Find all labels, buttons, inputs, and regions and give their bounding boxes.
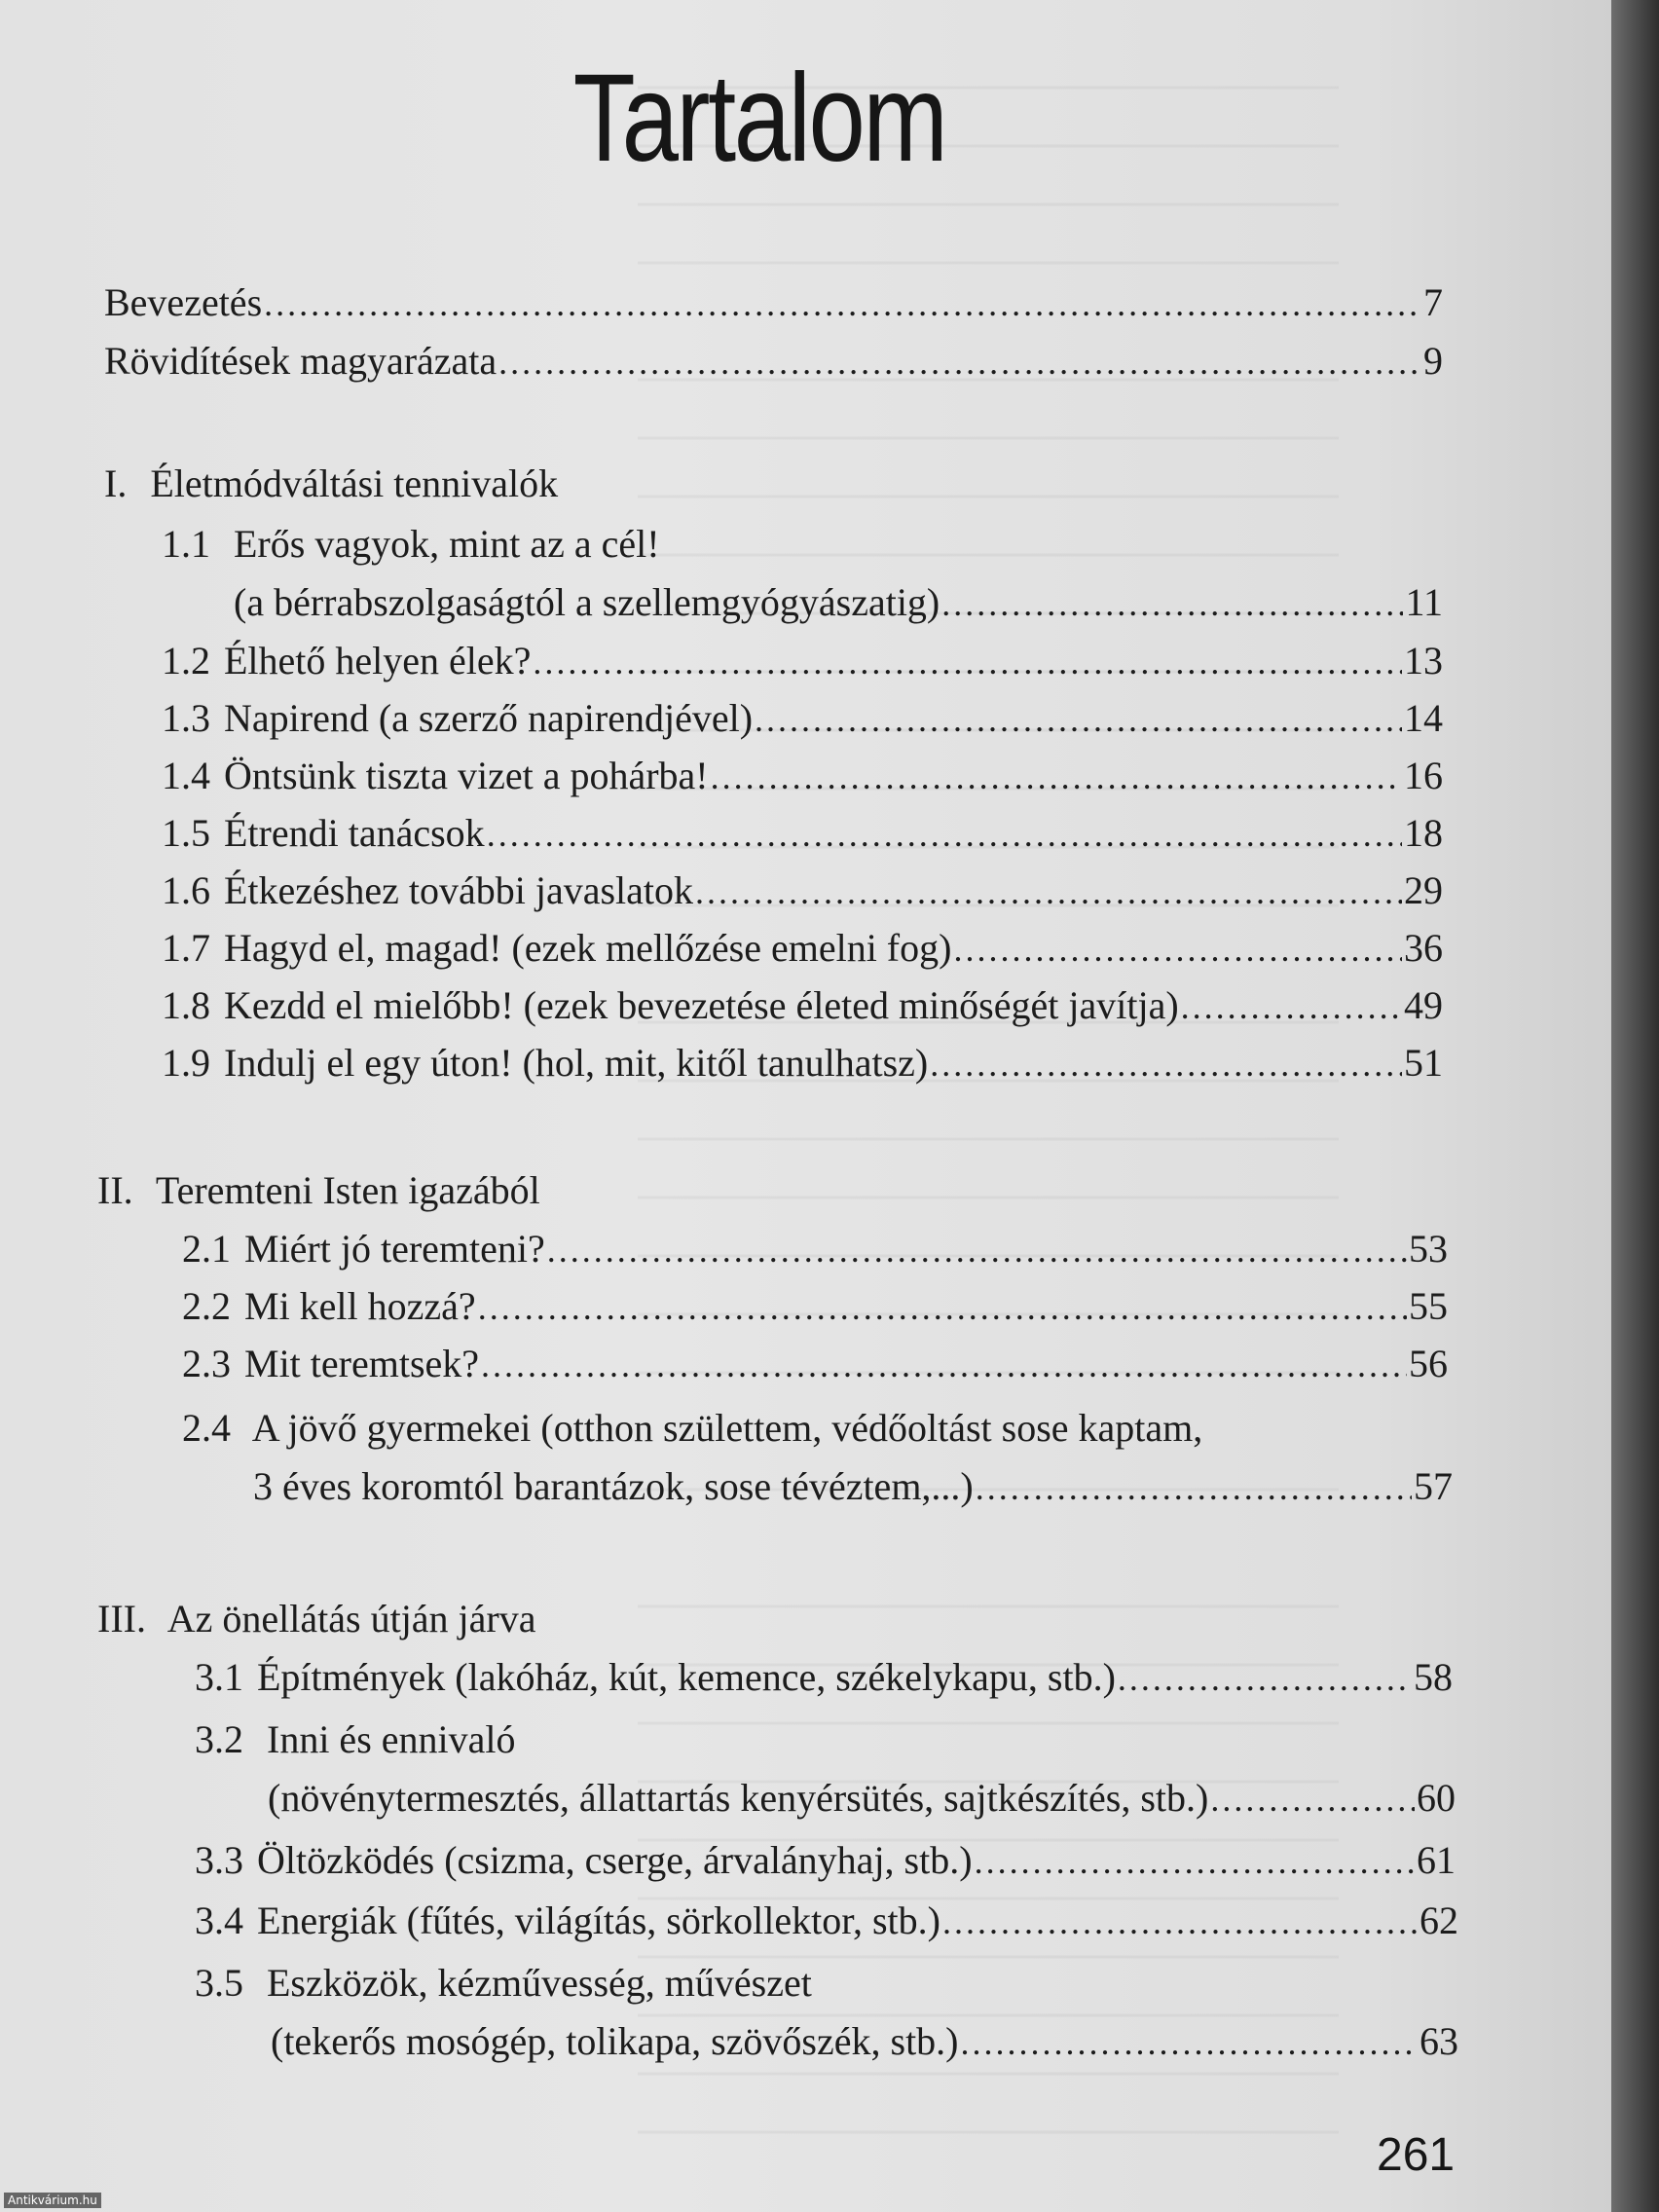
toc-entry-page: 11 [1405,580,1443,624]
toc-entry-label: Napirend (a szerző napirendjével) [224,696,754,740]
toc-entry-page: 14 [1404,696,1443,740]
toc-entry-number: 3.1 [195,1655,243,1699]
chapter-title: Teremteni Isten igazából [155,1168,540,1212]
toc-entry-number: 1.1 [162,522,210,566]
chapter-roman: I. [104,461,128,505]
dot-leader [481,1341,1407,1389]
toc-entry-1-1-line2 [234,578,1443,628]
toc-entry-label-cont: 3 éves koromtól barantázok, sose tévéztem,...) [253,1464,974,1508]
dot-leader [953,925,1402,974]
toc-entry-3-3 [195,1836,1456,1886]
dot-leader [487,810,1402,859]
toc-entry-label: Inni és ennivaló [267,1717,516,1761]
toc-entry-3-5-line1 [195,1959,812,2008]
toc-entry-2-2 [182,1282,1448,1332]
toc-entry-number: 3.5 [195,1961,243,2005]
toc-entry-3-4 [195,1897,1458,1946]
toc-entry-page: 16 [1404,754,1443,797]
book-gutter-shadow [1611,0,1659,2212]
toc-entry-label: Bevezetés [104,280,263,324]
toc-entry-label: Öltözködés (csizma, cserge, árvalányhaj, stb.) [257,1838,973,1882]
toc-entry-number: 3.4 [195,1899,243,1942]
toc-entry-1-6 [162,866,1443,916]
toc-entry-1-9 [162,1039,1443,1088]
dot-leader [961,2018,1418,2067]
toc-entry-label: Építmények (lakóház, kút, kemence, székelykapu, stb.) [257,1655,1116,1699]
toc-entry-number: 3.2 [195,1717,243,1761]
toc-entry-1-4 [162,752,1443,801]
toc-entry-label: Kezdd el mielőbb! (ezek bevezetése életed minőségét javítja) [224,983,1179,1027]
toc-entry-1-5 [162,809,1443,859]
toc-entry-2-1 [182,1225,1448,1274]
toc-entry-3-5-line2 [271,2017,1458,2067]
toc-entry-number: 1.6 [162,868,210,912]
toc-entry-page: 9 [1423,339,1443,383]
toc-entry-page: 51 [1404,1041,1443,1085]
chapter-roman: II. [97,1168,133,1212]
toc-entry-number: 1.2 [162,639,210,682]
toc-entry-rovidites [104,337,1443,387]
chapter-heading-1 [104,460,558,508]
dot-leader [1181,982,1402,1031]
dot-leader [711,753,1402,801]
toc-entry-3-2-line1 [195,1715,516,1764]
toc-entry-page: 36 [1404,926,1443,970]
toc-entry-page: 62 [1419,1899,1458,1942]
toc-entry-page: 29 [1404,868,1443,912]
toc-entry-page: 55 [1409,1284,1448,1328]
page-title: Tartalom [572,49,946,188]
toc-entry-label: Öntsünk tiszta vizet a pohárba! [224,754,709,797]
toc-entry-label-cont: (tekerős mosógép, tolikapa, szövőszék, stb.) [271,2019,959,2063]
toc-entry-1-1-line1 [162,520,660,569]
toc-entry-number: 1.8 [162,983,210,1027]
toc-entry-label: Eszközök, kézművesség, művészet [267,1961,812,2005]
chapter-heading-2 [97,1166,540,1215]
toc-entry-page: 18 [1404,811,1443,855]
dot-leader [1118,1654,1412,1703]
toc-entry-label: Mit teremtsek? [244,1342,480,1385]
toc-entry-number: 2.3 [182,1342,231,1385]
toc-entry-page: 13 [1404,639,1443,682]
dot-leader [1210,1775,1415,1824]
toc-entry-page: 56 [1409,1342,1448,1385]
dot-leader [930,1040,1402,1088]
watermark: Antikvárium.hu [4,2193,101,2208]
toc-entry-page: 49 [1404,983,1443,1027]
dot-leader [547,1226,1407,1274]
dot-leader [533,638,1402,686]
dot-leader [264,279,1421,328]
chapter-heading-3 [97,1595,536,1643]
toc-entry-page: 53 [1409,1227,1448,1271]
dot-leader [976,1463,1412,1512]
toc-entry-number: 1.7 [162,926,210,970]
toc-entry-number: 1.9 [162,1041,210,1085]
dot-leader [478,1283,1407,1332]
chapter-title: Életmódváltási tennivalók [150,461,559,505]
toc-entry-1-8 [162,981,1443,1031]
toc-entry-2-4-line2 [253,1462,1453,1512]
toc-entry-number: 1.4 [162,754,210,797]
toc-entry-page: 57 [1414,1464,1453,1508]
dot-leader [941,579,1403,628]
toc-entry-label: Étkezéshez további javaslatok [224,868,694,912]
chapter-title: Az önellátás útján járva [166,1597,536,1641]
dot-leader [975,1837,1415,1886]
toc-entry-1-3 [162,694,1443,744]
toc-entry-number: 3.3 [195,1838,243,1882]
toc-entry-label: Hagyd el, magad! (ezek mellőzése emelni fog) [224,926,952,970]
toc-entry-label: Mi kell hozzá? [244,1284,476,1328]
dot-leader [755,695,1402,744]
toc-entry-number: 2.2 [182,1284,231,1328]
toc-entry-label: Miért jó teremteni? [244,1227,545,1271]
toc-entry-1-7 [162,924,1443,974]
chapter-roman: III. [97,1597,146,1641]
toc-entry-page: 58 [1414,1655,1453,1699]
toc-entry-number: 1.5 [162,811,210,855]
toc-entry-label-cont: (növénytermesztés, állattartás kenyérsütés, sajtkészítés, stb.) [268,1776,1209,1820]
toc-entry-bevezetes [104,278,1443,328]
page-number: 261 [1377,2129,1456,2181]
dot-leader [498,338,1421,387]
dot-leader [695,867,1402,916]
toc-entry-label: Étrendi tanácsok [224,811,485,855]
toc-entry-2-4-line1 [182,1404,1202,1453]
toc-entry-label: Indulj el egy úton! (hol, mit, kitől tanulhatsz) [224,1041,929,1085]
toc-entry-label-cont: (a bérrabszolgaságtól a szellemgyógyászatig) [234,580,940,624]
dot-leader [942,1898,1418,1946]
toc-entry-3-1 [195,1653,1453,1703]
toc-entry-page: 7 [1423,280,1443,324]
toc-entry-page: 60 [1417,1776,1456,1820]
toc-entry-2-3 [182,1340,1448,1389]
toc-entry-label: Erős vagyok, mint az a cél! [234,522,660,566]
toc-entry-label: A jövő gyermekei (otthon születtem, védőoltást sose kaptam, [251,1406,1203,1450]
toc-entry-page: 61 [1417,1838,1456,1882]
toc-entry-page: 63 [1419,2019,1458,2063]
toc-entry-label: Rövidítések magyarázata [104,339,498,383]
toc-entry-3-2-line2 [268,1774,1456,1824]
toc-entry-number: 2.1 [182,1227,231,1271]
toc-entry-label: Energiák (fűtés, világítás, sörkollektor, stb.) [257,1899,940,1942]
toc-entry-number: 1.3 [162,696,210,740]
toc-entry-number: 2.4 [182,1406,231,1450]
toc-entry-1-2 [162,637,1443,686]
toc-entry-label: Élhető helyen élek? [224,639,532,682]
